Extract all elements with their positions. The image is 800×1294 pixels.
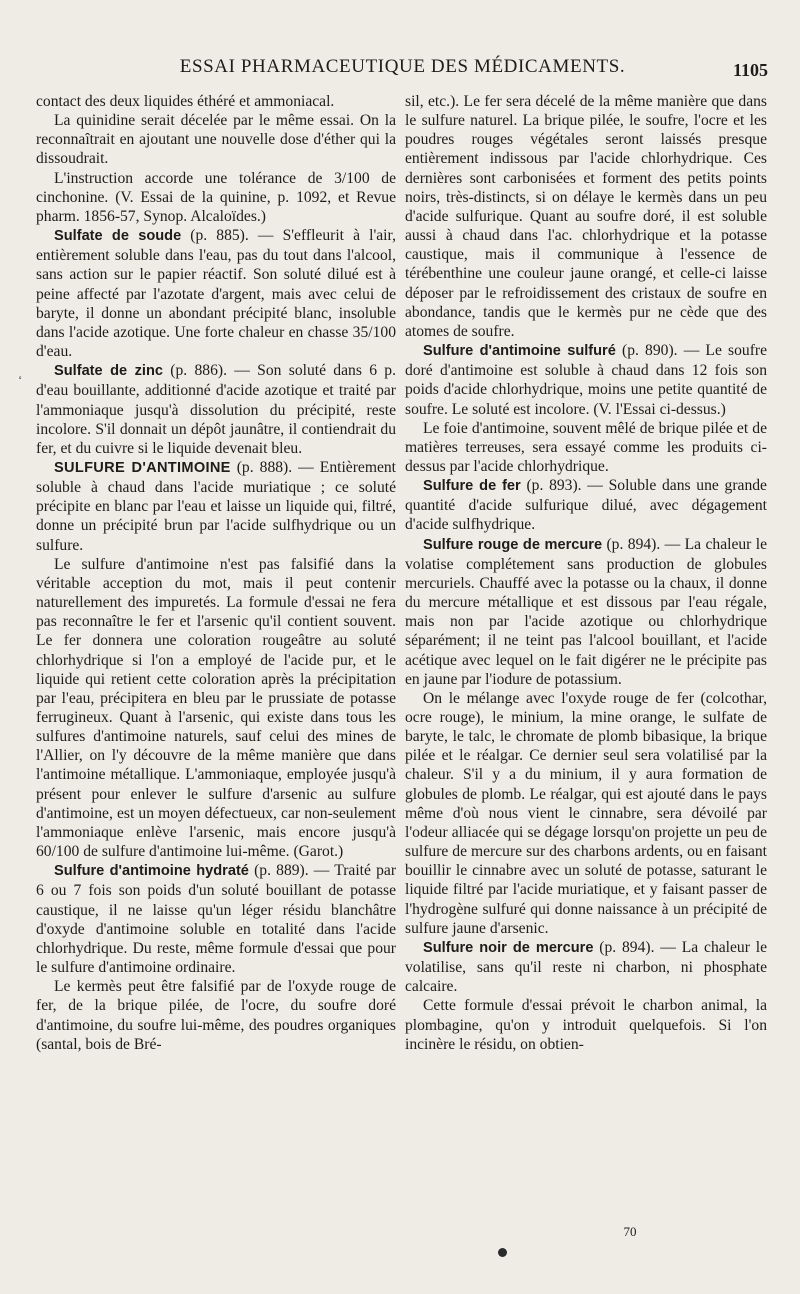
entry-title: Sulfure d'antimoine hydraté	[54, 863, 249, 880]
entry-paragraph	[36, 861, 396, 977]
entry-paragraph	[405, 341, 767, 419]
entry-title: SULFURE D'ANTIMOINE	[54, 459, 231, 476]
entry-paragraph	[36, 361, 396, 458]
entry-title: Sulfure rouge de mercure	[423, 536, 603, 553]
entry-title: Sulfure noir de mercure	[423, 939, 594, 956]
paragraph: Le sulfure d'antimoine n'est pas falsifié dans la véritable acception du mot, mais il peut contenir naturellement des impuretés. La formule d'essai ne fera pas reconnaître le fer et l'arsenic qu'il contient souvent. Le fer donnera une coloration rougeâtre au soluté chlorhydrique si l'on a employé de l'acide pur, et le liquide qui retient cette coloration après la précipitation par l'eau, précipitera en bleu par le prussiate de potasse ferrugineux. Quant à l'arsenic, qui existe dans tous les sulfures d'antimoine naturels, sauf celui des mines de l'Allier, on l'y découvre de la même manière que dans l'antimoine métallique. L'ammoniaque, employée jusqu'à présent pour enlever le sulfure d'arsenic au sulfure d'antimoine, est un moyen défectueux, car non-seulement l'ammoniaque enlève l'arsenic, mais encore jusqu'à 60/100 de sulfure d'antimoine lui-même. (Garot.)	[36, 555, 396, 861]
entry-text: (p. 890). — Le soufre doré d'antimoine est soluble à chaud dans 12 fois son poids d'acide chlorhydrique, moins une petite quantité de soufre. Le soluté est incolore. (V. l'Essai ci-dessus.)	[405, 342, 768, 418]
entry-text: (p. 885). — S'effleurit à l'air, entièrement soluble dans l'eau, pas du tout dans l'alcool, sans action sur le papier réactif. Son soluté dilué est à peine affecté par l'azotate d'argent, mais avec celui de baryte, il donne un abondant précipité blanc, insoluble dans l'acide azotique. Une forte chaleur en chasse 35/100 d'eau.	[36, 227, 396, 361]
margin-mark: ‘	[18, 372, 23, 387]
entry-text: (p. 893). — Soluble dans une grande quantité d'acide sulfurique dilué, avec dégagement d'acide sulfhydrique.	[405, 477, 767, 534]
ink-dot	[498, 1248, 507, 1257]
entry-text: (p. 889). — Traité par 6 ou 7 fois son poids d'un soluté bouillant de potasse caustique, il ne laisse qu'un léger résidu blanchâtre d'oxyde d'antimoine soluble en totalité dans l'acide chlorhydrique. Du reste, même formule d'essai que pour le sulfure d'antimoine ordinaire.	[36, 862, 397, 977]
page-header	[35, 56, 770, 90]
entry-paragraph	[405, 535, 767, 689]
entry-title: Sulfate de soude	[54, 228, 182, 245]
entry-text: (p. 888). — Entièrement soluble à chaud dans l'acide muriatique ; ce soluté précipite en blanc par l'eau et laisse un liquide qui, filtré, donne un précipité brun par l'acide sulfhydrique ou un sulfure.	[36, 458, 397, 554]
paragraph: On le mélange avec l'oxyde rouge de fer (colcothar, ocre rouge), le minium, la mine orange, le sulfate de baryte, le talc, le chromate de plomb bibasique, la brique pilée et le réalgar. Ce dernier seul sera volatilisé par la chaleur. S'il y a du minium, il y aura formation de globules de plomb. Le réalgar, qui est ajouté dans le pays même d'où nous vient le cinnabre, sera dévoilé par l'odeur alliacée qui se dégage lorsqu'on projette un peu de sulfure de mercure sur des charbons ardents, ou en faisant bouillir le cinnabre avec un soluté de potasse, saturant le liquide filtré par l'acide muriatique, et y faisant passer de l'hydrogène sulfuré qui donne naissance à un précipité de sulfure jaune d'arsenic.	[405, 689, 767, 937]
paragraph: La quinidine serait décelée par le même essai. On la reconnaîtrait en ajoutant une nouvelle dose d'éther qui la dissoudrait.	[36, 112, 396, 168]
paragraph: Le foie d'antimoine, souvent mêlé de brique pilée et de matières terreuses, sera essayé comme les produits ci-dessus par l'acide chlorhydrique.	[405, 419, 767, 475]
left-column	[36, 92, 396, 1054]
entry-text: (p. 894). — La chaleur le volatise complétement sans production de globules mercuriels. Chauffé avec la potasse ou la chaux, il donne du mercure métallique et est dissous par l'eau régale, mais non par l'acide azotique ou chlorhydrique séparément; il ne teint pas l'alcool bouillant, et l'acide acétique avec lequel on le fait digérer ne le précipite pas en jaune par l'iodure de potassium.	[405, 535, 767, 688]
entry-paragraph	[36, 226, 396, 361]
paragraph: Cette formule d'essai prévoit le charbon animal, la plombagine, qu'on y introduit quelquefois. Si l'on incinère le résidu, on obtien-	[405, 997, 767, 1053]
right-column	[405, 92, 767, 1054]
paragraph: contact des deux liquides éthéré et ammoniacal.	[36, 93, 335, 110]
entry-text: (p. 894). — La chaleur le volatilise, sans qu'il reste ni charbon, ni phosphate calcaire.	[405, 938, 767, 996]
entry-title: Sulfate de zinc	[54, 363, 163, 380]
entry-paragraph	[405, 476, 767, 534]
entry-text: (p. 886). — Son soluté dans 6 p. d'eau bouillante, additionné d'acide azotique et traité par l'ammoniaque jusqu'à dissolution du précipité, reste incolore. S'il donnait un dépôt jaunâtre, il contiendrait du fer, et du cuivre si le liquide devenait bleu.	[36, 362, 396, 457]
running-title: ESSAI PHARMACEUTIQUE DES MÉDICAMENTS.	[179, 56, 626, 77]
signature-mark: 70	[623, 1224, 637, 1239]
entry-paragraph	[405, 938, 767, 996]
paragraph: sil, etc.). Le fer sera décelé de la même manière que dans le sulfure naturel. La brique pilée, le soufre, l'ocre et les poudres rouges végétales seront laissés presque entièrement indissous par l'acide chlorhydrique. Ces dernières sont carbonisées et forment des petits points noirs, très-distincts, si on délaye le kermès dans un peu d'acide sulfurique. Quant au soufre doré, il est soluble aussi à chaud dans l'ac. chlorhydrique et la potasse caustique, mais il communique à l'essence de térébenthine une couleur jaune orangé, et celle-ci laisse déposer par le refroidissement des cristaux de soufre en abondance, tandis que le kermès pur ne cède que des atomes de soufre.	[405, 93, 767, 340]
page-number: 1105	[732, 60, 768, 80]
entry-paragraph	[36, 458, 396, 555]
paragraph: Le kermès peut être falsifié par de l'oxyde rouge de fer, de la brique pilée, de l'ocre, du soufre doré d'antimoine, du soufre lui-même, des poudres organiques (santal, bois de Bré-	[36, 978, 396, 1053]
entry-title: Sulfure de fer	[423, 478, 521, 495]
entry-title: Sulfure d'antimoine sulfuré	[423, 343, 616, 360]
paragraph: L'instruction accorde une tolérance de 3/100 de cinchonine. (V. Essai de la quinine, p. 1092, et Revue pharm. 1856-57, Synop. Alcaloïdes.)	[36, 169, 396, 225]
